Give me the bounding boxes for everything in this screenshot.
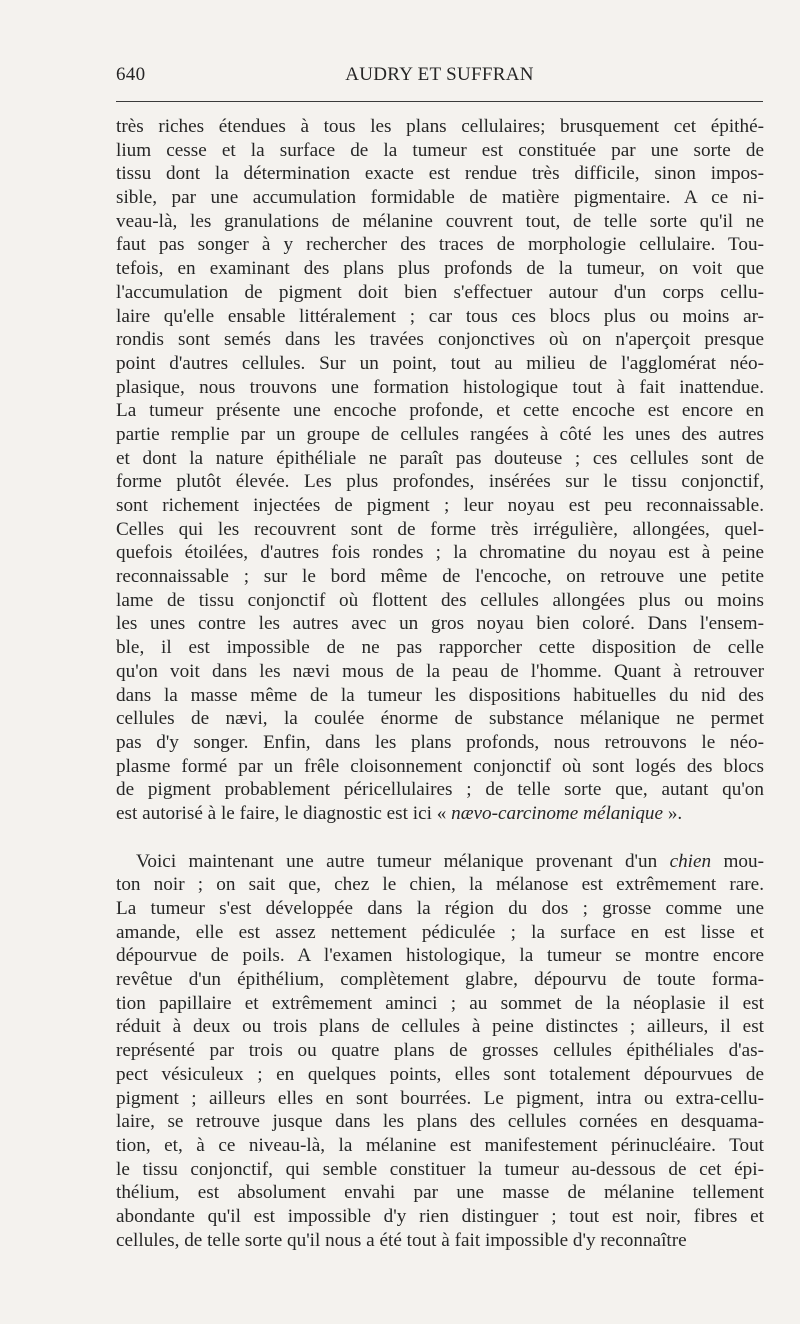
paragraph-1	[116, 115, 764, 802]
text-line: réduit à deux ou trois plans de cellules à peine distinctes ; ailleurs, il est	[116, 1016, 764, 1038]
text-line: qu'on voit dans les nævi mous de la peau de l'homme. Quant à retrouver	[116, 660, 764, 682]
text-line: revêtue d'un épithélium, complètement glabre, dépourvu de toute forma-	[116, 969, 764, 991]
text-line: pigment ; ailleurs elles en sont bourrées. Le pigment, intra ou extra-cellu-	[116, 1087, 764, 1109]
text-line: cellules de nævi, la coulée énorme de substance mélanique ne permet	[116, 708, 764, 730]
text-line: veau-là, les granulations de mélanine couvrent tout, de telle sorte qu'il ne	[116, 210, 764, 232]
text-line: de pigment probablement péricellulaires ; de telle sorte que, autant qu'on	[116, 779, 764, 801]
text-line: sont richement injectées de pigment ; leur noyau est peu reconnaissable.	[116, 495, 764, 516]
text-line: est autorisé à le faire, le diagnostic est ici « nævo-carcinome mélanique ».	[116, 802, 683, 824]
text-line: La tumeur s'est développée dans la région du dos ; grosse comme une	[116, 898, 764, 919]
diagnosis-term: nævo-carcinome mélanique	[451, 802, 664, 824]
running-head: AUDRY ET SUFFRAN	[345, 64, 534, 85]
text-line: l'accumulation de pigment doit bien s'effectuer autour d'un corps cellu-	[116, 281, 764, 303]
text-line: lame de tissu conjonctif où flottent des cellules allongées plus ou moins	[116, 589, 764, 611]
text-line: plasique, nous trouvons une formation histologique tout à fait inattendue.	[116, 376, 764, 398]
text-line: amande, elle est assez nettement pédiculée ; la surface en est lisse et	[116, 921, 764, 943]
text-line: faut pas songer à y rechercher des traces de morphologie cellulaire. Tou-	[116, 234, 764, 256]
text-line: plasme formé par un frêle cloisonnement conjonctif où sont logés des blocs	[116, 755, 764, 777]
text-line: et dont la nature épithéliale ne paraît pas douteuse ; ces cellules sont de	[116, 447, 764, 469]
text-line: forme plutôt élevée. Les plus profondes, insérées sur le tissu conjonctif,	[116, 471, 764, 493]
text-line: laire, se retrouve jusque dans les plans des cellules cornées en desquama-	[116, 1111, 764, 1133]
page-header	[116, 64, 763, 88]
text-line: ble, il est impossible de ne pas rapporcher cette disposition de celle	[116, 637, 764, 659]
text-line: tissu dont la détermination exacte est rendue très difficile, sinon impos-	[116, 163, 764, 185]
text-line: quefois étoilées, d'autres fois rondes ; la chromatine du noyau est à peine	[116, 542, 764, 564]
text-line: point d'autres cellules. Sur un point, tout au milieu de l'agglomérat néo-	[116, 352, 764, 374]
text-line: partie remplie par un groupe de cellules rangées à côté les unes des autres	[116, 423, 764, 445]
text-line: reconnaissable ; sur le bord même de l'encoche, on retrouve une petite	[116, 566, 764, 588]
text-line: pect vésiculeux ; en quelques points, elles sont totalement dépourvues de	[116, 1063, 764, 1085]
text-line: dépourvue de poils. A l'examen histologique, la tumeur se montre encore	[116, 945, 764, 967]
text-line: Celles qui les recouvrent sont de forme très irrégulière, allongées, quel-	[116, 518, 764, 540]
text-line: laire qu'elle ensable littéralement ; car tous ces blocs plus ou moins ar-	[116, 305, 764, 327]
text-line: thélium, est absolument envahi par une masse de mélanine tellement	[116, 1182, 764, 1204]
body-text	[116, 115, 764, 1252]
text-line: ton noir ; on sait que, chez le chien, la mélanose est extrêmement rare.	[116, 874, 764, 896]
text-line: pas d'y songer. Enfin, dans les plans profonds, nous retrouvons le néo-	[116, 731, 764, 753]
header-rule	[116, 101, 763, 102]
text-line: La tumeur présente une encoche profonde, et cette encoche est encore en	[116, 400, 764, 422]
text-line: représenté par trois ou quatre plans de grosses cellules épithéliales d'as-	[116, 1040, 764, 1062]
species-term: chien	[669, 850, 712, 872]
text-line: tion papillaire et extrêmement aminci ; au sommet de la néoplasie il est	[116, 992, 764, 1014]
text-line: très riches étendues à tous les plans cellulaires; brusquement cet épithé-	[116, 116, 764, 137]
page-number: 640	[116, 64, 146, 85]
text-line: abondante qu'il est impossible d'y rien distinguer ; tout est noir, fibres et	[116, 1205, 764, 1227]
text-line: rondis sont semés dans les travées conjonctives où on n'aperçoit presque	[116, 329, 764, 351]
text-line: dans la masse même de la tumeur les dispositions habituelles du nid des	[116, 684, 764, 706]
paragraph-2	[116, 873, 764, 1252]
text-line: tefois, en examinant des plans plus profonds de la tumeur, on voit que	[116, 258, 764, 280]
text-line: tion, et, à ce niveau-là, la mélanine est manifestement périnucléaire. Tout	[116, 1134, 764, 1156]
paragraph-gap	[116, 826, 764, 850]
text-line: Voici maintenant une autre tumeur mélanique provenant d'un chien mou-	[136, 850, 764, 872]
text-line: le tissu conjonctif, qui semble constituer la tumeur au-dessous de cet épi-	[116, 1158, 764, 1180]
text-line: lium cesse et la surface de la tumeur est constituée par une sorte de	[116, 139, 764, 161]
text-line: les unes contre les autres avec un gros noyau bien coloré. Dans l'ensem-	[116, 613, 764, 635]
text-line: sible, par une accumulation formidable de matière pigmentaire. A ce ni-	[116, 187, 764, 209]
text-line: cellules, de telle sorte qu'il nous a été tout à fait impossible d'y reconnaître	[116, 1229, 687, 1251]
